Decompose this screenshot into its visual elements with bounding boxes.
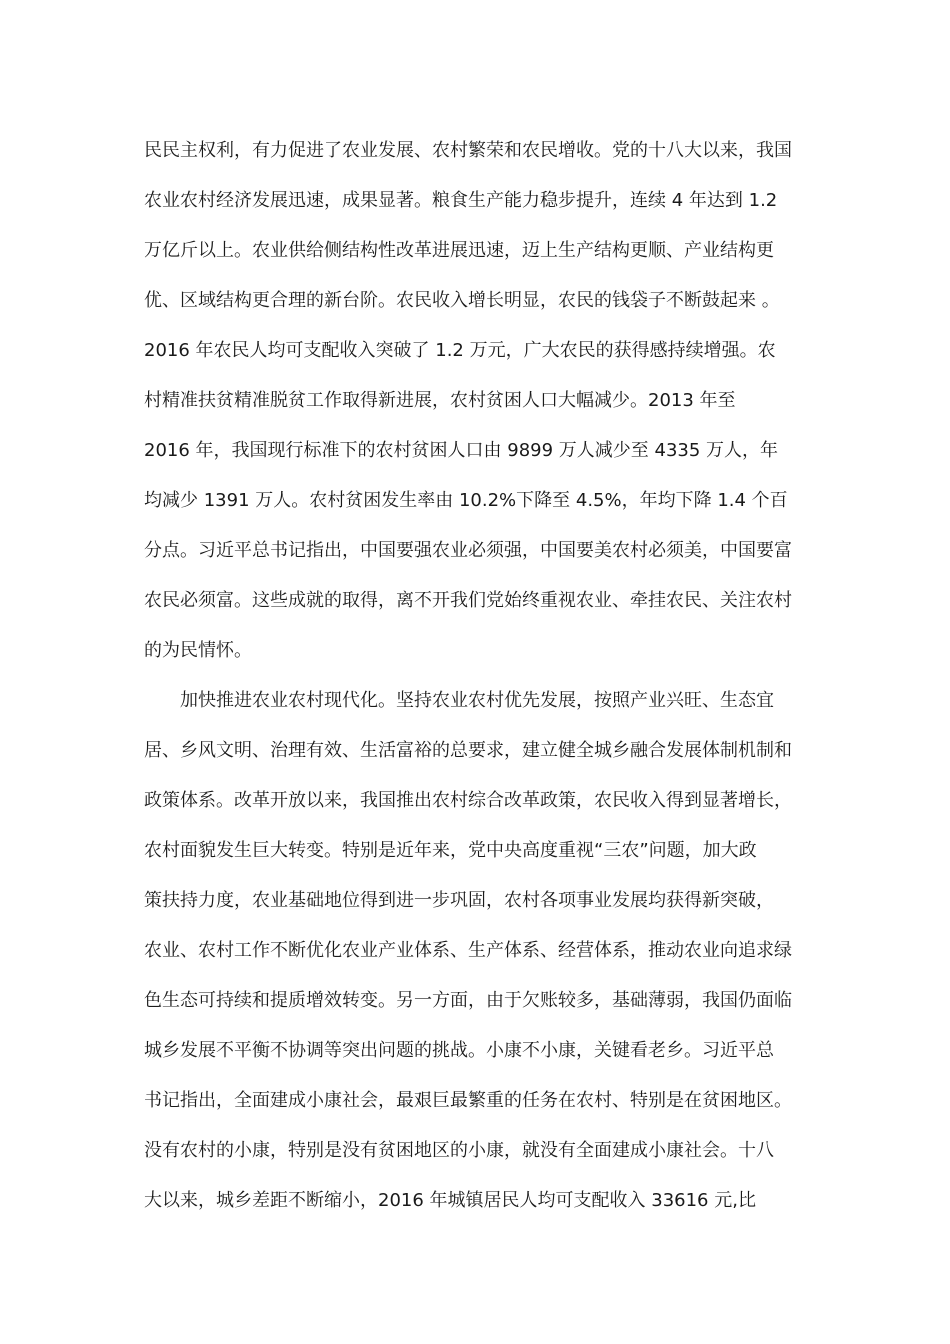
text-line: 色生态可持续和提质增效转变。另一方面，由于欠账较多，基础薄弱，我国仍面临 [144, 990, 792, 1011]
text-line: 万亿斤以上。农业供给侧结构性改革进展迅速，迈上生产结构更顺、产业结构更 [144, 240, 774, 261]
text-line: 的为民情怀。 [144, 640, 252, 661]
paragraph-first-line: 加快推进农业农村现代化。坚持农业农村优先发展，按照产业兴旺、生态宜 [180, 690, 774, 711]
text-line: 农业、农村工作不断优化农业产业体系、生产体系、经营体系，推动农业向追求绿 [144, 940, 792, 961]
text-line: 分点。习近平总书记指出，中国要强农业必须强，中国要美农村必须美，中国要富 [144, 540, 792, 561]
text-line: 策扶持力度，农业基础地位得到进一步巩固，农村各项事业发展均获得新突破， [144, 890, 774, 911]
text-line: 城乡发展不平衡不协调等突出问题的挑战。小康不小康，关键看老乡。习近平总 [144, 1040, 774, 1061]
text-line: 2016 年，我国现行标准下的农村贫困人口由 9899 万人减少至 4335 万人，年 [144, 440, 779, 461]
text-line: 2016 年农民人均可支配收入突破了 1.2 万元，广大农民的获得感持续增强。农 [144, 340, 776, 361]
text-line: 优、区域结构更合理的新台阶。农民收入增长明显，农民的钱袋子不断鼓起来 。 [144, 290, 780, 311]
text-line: 农业农村经济发展迅速，成果显著。粮食生产能力稳步提升，连续 4 年达到 1.2 [144, 190, 778, 211]
text-line: 农民必须富。这些成就的取得，离不开我们党始终重视农业、牵挂农民、关注农村 [144, 590, 792, 611]
text-line: 书记指出，全面建成小康社会，最艰巨最繁重的任务在农村、特别是在贫困地区。 [144, 1090, 792, 1111]
document-body [144, 133, 824, 1233]
text-line: 没有农村的小康，特别是没有贫困地区的小康，就没有全面建成小康社会。十八 [144, 1140, 774, 1161]
text-line: 政策体系。改革开放以来，我国推出农村综合改革政策，农民收入得到显著增长， [144, 790, 792, 811]
text-line: 大以来，城乡差距不断缩小，2016 年城镇居民人均可支配收入 33616 元,比 [144, 1190, 756, 1211]
text-line: 均减少 1391 万人。农村贫困发生率由 10.2%下降至 4.5%，年均下降 1.4 个百 [144, 490, 788, 511]
text-line: 村精准扶贫精准脱贫工作取得新进展，农村贫困人口大幅减少。2013 年至 [144, 390, 736, 411]
text-line: 民民主权利，有力促进了农业发展、农村繁荣和农民增收。党的十八大以来，我国 [144, 140, 792, 161]
text-line: 居、乡风文明、治理有效、生活富裕的总要求，建立健全城乡融合发展体制机制和 [144, 740, 792, 761]
text-line: 农村面貌发生巨大转变。特别是近年来，党中央高度重视“三农”问题，加大政 [144, 840, 757, 861]
